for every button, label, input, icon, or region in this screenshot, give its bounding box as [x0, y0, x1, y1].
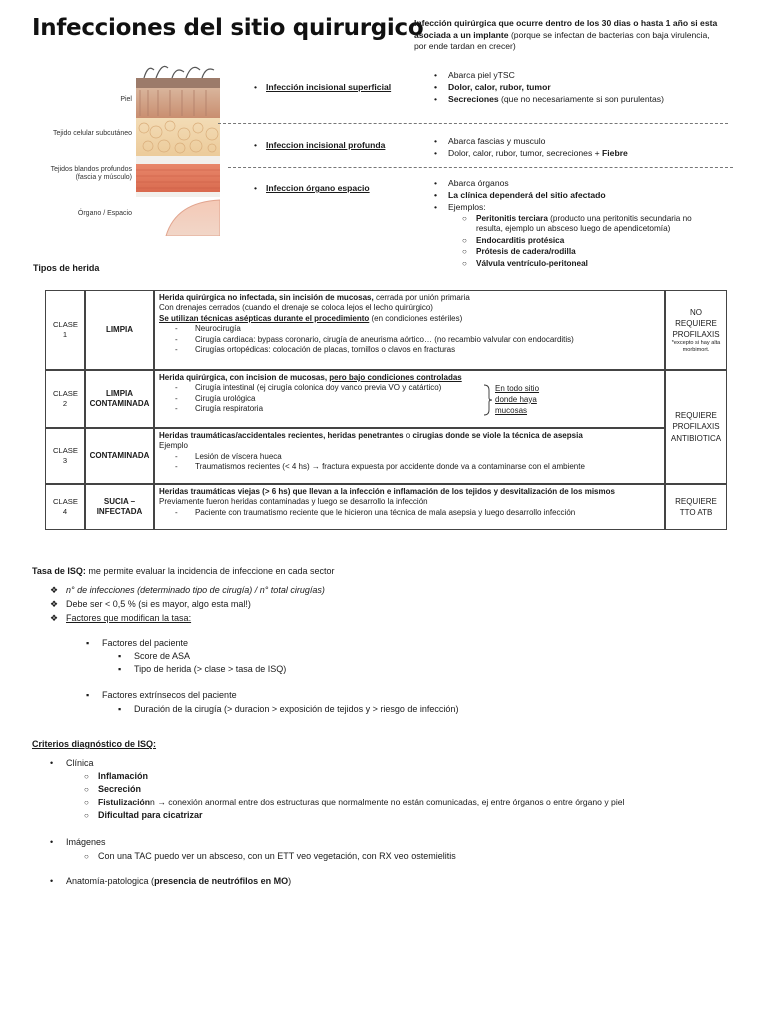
example-item: ○ Válvula ventrículo-peritoneal — [448, 259, 732, 270]
tasa-item: ❖ Factores que modifican la tasa: — [50, 613, 192, 623]
tasa-item: ❖ Debe ser < 0,5 % (si es mayor, algo esta mal!) — [50, 599, 251, 609]
brace-icon — [482, 384, 492, 416]
table-cell-clase: CLASE 2 — [45, 370, 85, 428]
clinica-item: ○ Fistulizaciónn → conexión anormal entre dos estructuras que normalmente no están comunicadas, ej entre órganos o entre órgano y piel — [84, 797, 625, 807]
list-item: • Dolor, calor, rubor, tumor, secreciones + Fiebre — [432, 148, 732, 159]
type-superficial: • Infección incisional superficial — [254, 82, 392, 92]
table-cell-name: LIMPIA — [85, 290, 154, 370]
clinica-item: ○ Inflamación — [84, 771, 149, 781]
intro-rest: (porque se infectan de bacterias con baja virulencia, por ende tardan en crecer) — [414, 29, 710, 52]
table-cell-profilaxis: REQUIERE PROFILAXIS ANTIBIOTICA — [665, 370, 727, 484]
table-cell-description: Herida quirúrgica, con incision de mucosas, pero bajo condiciones controladas - Cirugía intestinal (ej cirugía colonica doy vanco previa VO y catártico) - Cirugía urológica - Cirugía respiratoria En todo sitio donde haya mucosas — [154, 370, 665, 428]
tasa-item: ❖ n° de infecciones (determinado tipo de cirugía) / n° total cirugías) — [50, 585, 325, 595]
table-cell-name: LIMPIA CONTAMINADA — [85, 370, 154, 428]
factor-item: ▪ Duración de la cirugía (> duracion > exposición de tejidos y > riesgo de infección) — [118, 704, 459, 714]
example-item: ○ Endocarditis protésica — [448, 236, 732, 247]
factores-extrinsecos: ▪ Factores extrínsecos del paciente — [86, 690, 237, 700]
clinica-item: ○ Dificultad para cicatrizar — [84, 810, 203, 820]
side-note: En todo sitio donde haya mucosas — [495, 384, 540, 415]
table-cell-clase: CLASE 1 — [45, 290, 85, 370]
factor-item: ▪ Tipo de herida (> clase > tasa de ISQ) — [118, 664, 287, 674]
separator-dashed-1 — [218, 123, 728, 124]
factor-item: ▪ Score de ASA — [118, 651, 191, 661]
label-tejido-celular: Tejido celular subcutáneo — [53, 130, 132, 137]
superficial-details — [432, 70, 732, 107]
criterio-imagenes: • Imágenes — [50, 837, 106, 847]
examples-list — [448, 214, 732, 270]
criterio-clinica: • Clínica — [50, 758, 94, 768]
type-profunda: • Infeccion incisional profunda — [254, 140, 386, 150]
type-organo-label: Infeccion órgano espacio — [266, 183, 370, 193]
example-item: ○ Peritonitis terciara (producto una peritonitis secundaria no resulta, ejemplo un absceso luego de apendicetomía) — [448, 214, 706, 235]
list-item: • Dolor, calor, rubor, tumor — [432, 82, 732, 93]
list-item: • Ejemplos: ○ Peritonitis terciara (producto una peritonitis secundaria no resulta, ejemplo un absceso luego de apendicetomía) ○ Endocarditis protésica ○ Prótesis de cadera/rodilla ○ Válvula ventrículo-peritoneal — [432, 202, 732, 269]
table-cell-description: Heridas traumáticas/accidentales recientes, heridas penetrantes o cirugias donde se viole la técnica de asepsia Ejemplo - Lesión de víscera hueca - Traumatismos recientes (< 4 hs) → fractura expuesta por accidente donde va a contaminarse con el ambiente — [154, 428, 665, 484]
section-heading-tipos: Tipos de herida — [33, 263, 100, 273]
type-organo-espacio: • Infeccion órgano espacio — [254, 183, 370, 193]
type-superficial-label: Infección incisional superficial — [266, 82, 392, 92]
label-tejidos-blandos: Tejidos blandos profundos (fascia y músculo) — [50, 166, 132, 182]
separator-dashed-2 — [228, 167, 733, 168]
example-item: ○ Prótesis de cadera/rodilla — [448, 247, 732, 258]
table-cell-description: Herida quirúrgica no infectada, sin incisión de mucosas, cerrada por unión primaria Con drenajes cerrados (cuando el drenaje se coloca lejos el lecho quirúrgico) Se utilizan técnicas asépticas durante el procedimiento (en condiciones estériles) - Neurocirugía - Cirugía cardiaca: bypass coronario, cirugía de aneurisma aórtico… (no recambio valvular con endocarditis) - Cirugías ortopédicas: colocación de placas, tornillos o clavos en fracturas — [154, 290, 665, 370]
table-cell-description: Heridas traumáticas viejas (> 6 hs) que llevan a la infección e inflamación de los tejidos y desvitalización de los mismos Previamente fueron heridas contaminadas y luego se desarrollo la infección - Paciente con traumatismo reciente que le hicieron una técnica de mala asepsia y luego desarrollo infección — [154, 484, 665, 530]
table-cell-name: CONTAMINADA — [85, 428, 154, 484]
intro-definition — [414, 18, 724, 53]
label-organo-espacio: Órgano / Espacio — [77, 210, 132, 217]
tasa-heading: Tasa de ISQ: me permite evaluar la incidencia de infeccione en cada sector — [32, 566, 335, 576]
list-item: • Abarca órganos — [432, 178, 732, 189]
list-item: • La clínica dependerá del sitio afectado — [432, 190, 732, 201]
criterio-anatomia: • Anatomía-patologica (presencia de neutrófilos en MO) — [50, 876, 292, 886]
wound-classification-table — [45, 290, 727, 530]
page-title: Infecciones del sitio quirurgico — [32, 15, 424, 41]
table-cell-clase: CLASE 4 — [45, 484, 85, 530]
label-piel: Piel — [120, 96, 132, 103]
intro-bold: Infección quirúrgica que ocurre dentro de los 30 dias o hasta 1 año si esta asociada a un implante — [414, 18, 718, 40]
profunda-details — [432, 136, 732, 160]
list-item: • Secreciones (que no necesariamente si son purulentas) — [432, 94, 732, 105]
organo-details — [432, 178, 732, 271]
skin-layers-illustration — [36, 60, 220, 236]
table-cell-no-profilaxis: NO REQUIERE PROFILAXIS *excepto si hay alta morbimort. — [665, 290, 727, 370]
criterios-heading: Criterios diagnóstico de ISQ: — [32, 739, 157, 749]
factores-paciente: ▪ Factores del paciente — [86, 638, 189, 648]
table-cell-name: SUCIA – INFECTADA — [85, 484, 154, 530]
list-item: • Abarca piel yTSC — [432, 70, 732, 81]
type-profunda-label: Infeccion incisional profunda — [266, 140, 386, 150]
list-item: • Abarca fascias y musculo — [432, 136, 732, 147]
clinica-item: ○ Secreción — [84, 784, 142, 794]
table-cell-clase: CLASE 3 — [45, 428, 85, 484]
imagenes-item: ○ Con una TAC puedo ver un absceso, con un ETT veo vegetación, con RX veo ostemielitis — [84, 851, 456, 861]
table-cell-tto-atb: REQUIERE TTO ATB — [665, 484, 727, 530]
